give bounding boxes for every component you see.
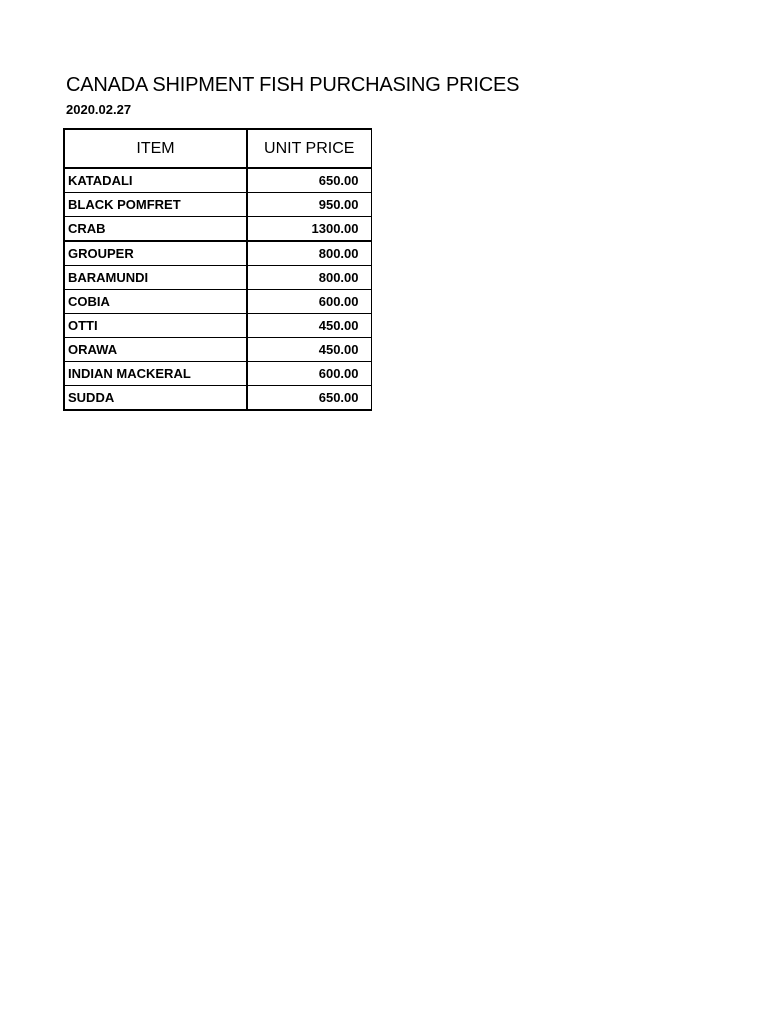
item-cell: ORAWA: [64, 338, 247, 362]
table-row: [64, 386, 371, 411]
item-cell: SUDDA: [64, 386, 247, 411]
table-row: [64, 217, 371, 242]
table-row: [64, 168, 371, 193]
item-cell: INDIAN MACKERAL: [64, 362, 247, 386]
unit-price-cell: 800.00: [247, 266, 371, 290]
unit-price-cell: 950.00: [247, 193, 371, 217]
item-cell: BARAMUNDI: [64, 266, 247, 290]
column-header-unit-price: UNIT PRICE: [247, 129, 371, 168]
table-row: [64, 241, 371, 266]
unit-price-cell: 450.00: [247, 314, 371, 338]
item-cell: GROUPER: [64, 241, 247, 266]
unit-price-cell: 650.00: [247, 168, 371, 193]
table-header-row: [64, 129, 371, 168]
table-row: [64, 362, 371, 386]
unit-price-cell: 600.00: [247, 290, 371, 314]
price-table: [63, 128, 372, 411]
table-row: [64, 266, 371, 290]
unit-price-cell: 1300.00: [247, 217, 371, 242]
unit-price-cell: 600.00: [247, 362, 371, 386]
table-row: [64, 193, 371, 217]
item-cell: CRAB: [64, 217, 247, 242]
item-cell: OTTI: [64, 314, 247, 338]
item-cell: BLACK POMFRET: [64, 193, 247, 217]
page-date: 2020.02.27: [66, 102, 132, 117]
item-cell: KATADALI: [64, 168, 247, 193]
page-title: CANADA SHIPMENT FISH PURCHASING PRICES: [66, 74, 520, 96]
item-cell: COBIA: [64, 290, 247, 314]
unit-price-cell: 800.00: [247, 241, 371, 266]
table-row: [64, 338, 371, 362]
table-row: [64, 290, 371, 314]
unit-price-cell: 450.00: [247, 338, 371, 362]
table-row: [64, 314, 371, 338]
column-header-item: ITEM: [64, 129, 247, 168]
unit-price-cell: 650.00: [247, 386, 371, 411]
